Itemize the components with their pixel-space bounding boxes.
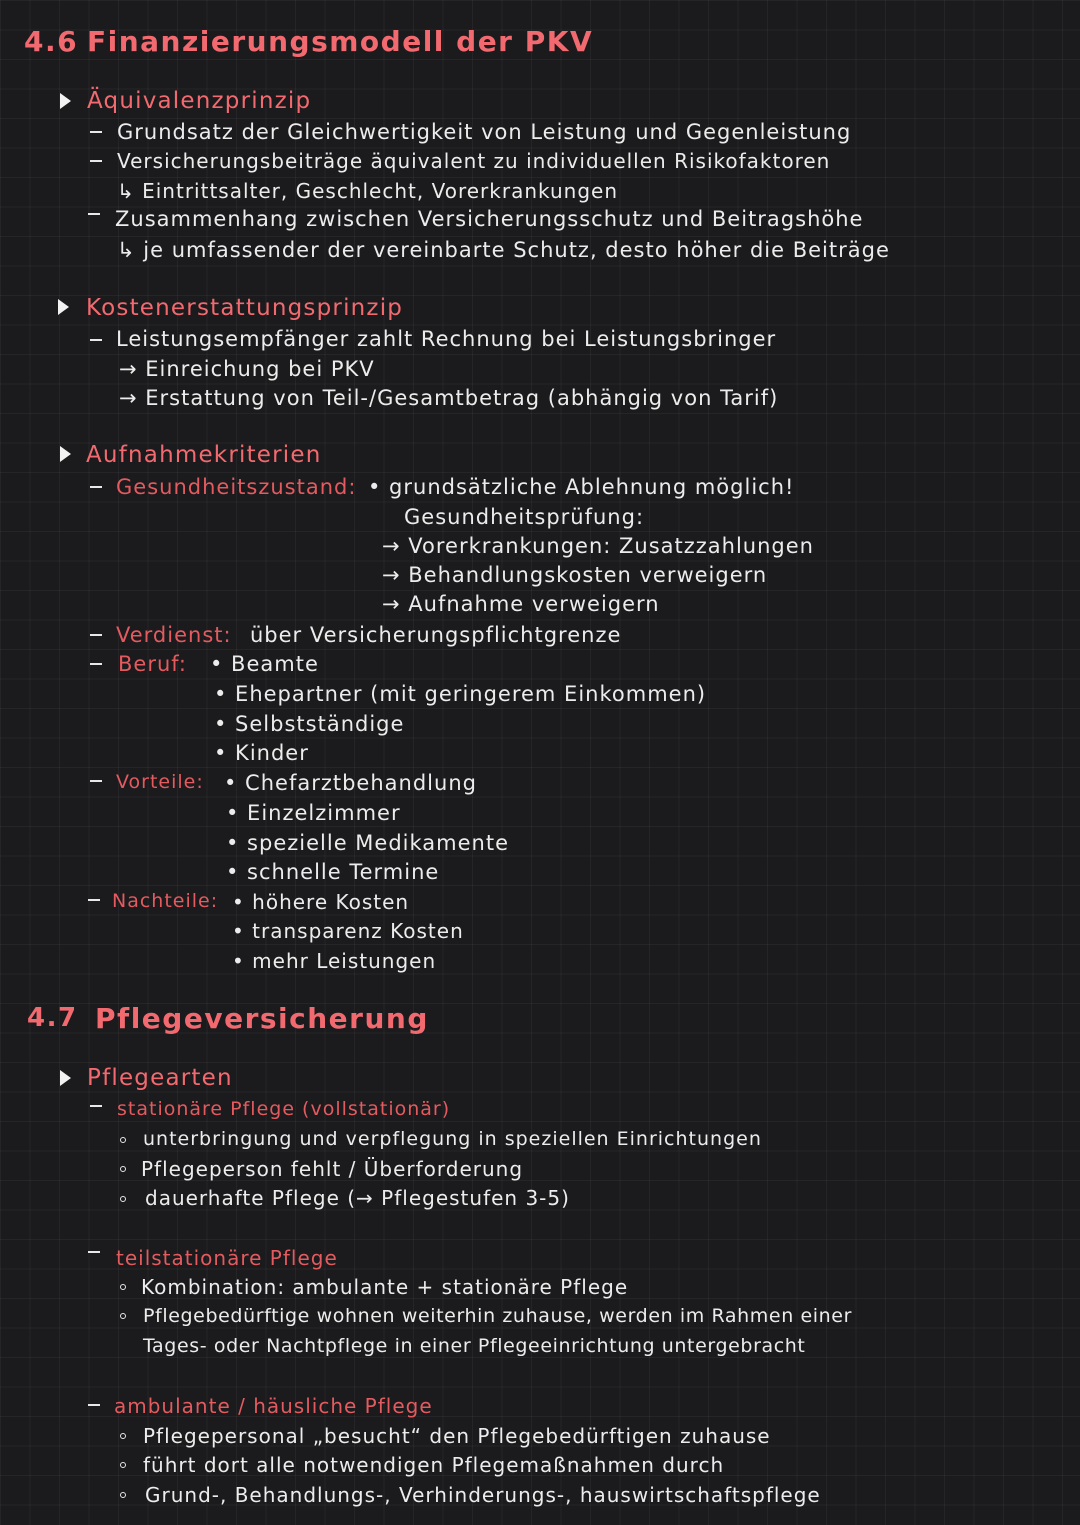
triangle-bullet-icon: [58, 299, 69, 315]
text-subline: → Einreichung bei PKV: [119, 357, 375, 381]
text-line: Versicherungsbeiträge äquivalent zu individuellen Risikofaktoren: [117, 149, 831, 173]
text-subline: → Erstattung von Teil-/Gesamtbetrag (abhängig von Tarif): [119, 386, 779, 410]
label-teilstationaere-pflege: teilstationäre Pflege: [116, 1246, 338, 1270]
triangle-bullet-icon: [60, 93, 71, 109]
list-item: Pflegeperson fehlt / Überforderung: [141, 1157, 524, 1181]
beruf-item: • Ehepartner (mit geringerem Einkommen): [214, 682, 707, 706]
circle-bullet-icon: [120, 1284, 126, 1290]
triangle-bullet-icon: [60, 446, 71, 462]
dash-icon: [90, 486, 102, 488]
vorteile-item: • Chefarztbehandlung: [224, 771, 477, 795]
arrow-item: → Behandlungskosten verweigern: [382, 563, 768, 587]
text-subline: ↳ Eintrittsalter, Geschlecht, Vorerkrankungen: [117, 179, 618, 203]
circle-bullet-icon: [120, 1137, 126, 1143]
circle-bullet-icon: [120, 1433, 126, 1439]
vorteile-item: • schnelle Termine: [226, 860, 440, 884]
text-subline: ↳ je umfassender der vereinbarte Schutz, desto höher die Beiträge: [117, 238, 890, 262]
beruf-item: • Beamte: [210, 652, 319, 676]
nachteile-item: • transparenz Kosten: [232, 919, 464, 943]
section-title: Pflegeversicherung: [95, 1002, 429, 1035]
section-number: 4.6: [24, 25, 79, 58]
label-verdienst: Verdienst:: [116, 623, 232, 647]
list-item: Grund-, Behandlungs-, Verhinderungs-, hauswirtschaftspflege: [145, 1483, 821, 1507]
circle-bullet-icon: [120, 1166, 126, 1172]
circle-bullet-icon: [120, 1492, 126, 1498]
text-line: • grundsätzliche Ablehnung möglich!: [368, 475, 795, 499]
heading-pflegearten: Pflegearten: [87, 1065, 233, 1091]
text-subline: Gesundheitsprüfung:: [404, 505, 645, 529]
dash-icon: [90, 160, 102, 162]
label-beruf: Beruf:: [118, 652, 187, 676]
list-item-continuation: Tages- oder Nachtpflege in einer Pflegeeinrichtung untergebracht: [143, 1335, 806, 1357]
label-ambulante-pflege: ambulante / häusliche Pflege: [114, 1394, 433, 1418]
label-stationaere-pflege: stationäre Pflege (vollstationär): [117, 1098, 451, 1120]
text-line: über Versicherungspflichtgrenze: [250, 623, 622, 647]
label-vorteile: Vorteile:: [116, 771, 204, 793]
dash-icon: [88, 899, 100, 901]
circle-bullet-icon: [120, 1462, 126, 1468]
dash-icon: [90, 1105, 102, 1107]
arrow-item: → Aufnahme verweigern: [382, 592, 660, 616]
list-item: unterbringung und verpflegung in speziellen Einrichtungen: [143, 1128, 762, 1150]
vorteile-item: • Einzelzimmer: [226, 801, 401, 825]
section-title: Finanzierungsmodell der PKV: [87, 25, 594, 58]
label-nachteile: Nachteile:: [112, 890, 219, 912]
nachteile-item: • höhere Kosten: [232, 890, 410, 914]
section-number: 4.7: [27, 1003, 78, 1033]
beruf-item: • Kinder: [214, 741, 309, 765]
text-line: Leistungsempfänger zahlt Rechnung bei Leistungsbringer: [116, 327, 777, 351]
dash-icon: [90, 780, 102, 782]
dash-icon: [88, 1251, 100, 1253]
dash-icon: [90, 663, 102, 665]
circle-bullet-icon: [120, 1196, 126, 1202]
heading-kostenerstattungsprinzip: Kostenerstattungsprinzip: [86, 295, 404, 321]
heading-aufnahmekriterien: Aufnahmekriterien: [86, 442, 322, 468]
list-item: Kombination: ambulante + stationäre Pflege: [141, 1275, 629, 1299]
dash-icon: [88, 213, 100, 215]
label-gesundheitszustand: Gesundheitszustand:: [116, 475, 357, 499]
vorteile-item: • spezielle Medikamente: [226, 831, 509, 855]
list-item: dauerhafte Pflege (→ Pflegestufen 3-5): [145, 1186, 570, 1210]
dash-icon: [90, 131, 102, 133]
beruf-item: • Selbstständige: [214, 712, 405, 736]
triangle-bullet-icon: [60, 1070, 71, 1086]
dash-icon: [90, 339, 102, 341]
list-item: Pflegepersonal „besucht“ den Pflegebedürftigen zuhause: [143, 1424, 771, 1448]
dash-icon: [90, 634, 102, 636]
list-item: Pflegebedürftige wohnen weiterhin zuhause, werden im Rahmen einer: [143, 1305, 852, 1327]
text-line: Grundsatz der Gleichwertigkeit von Leistung und Gegenleistung: [117, 120, 852, 144]
circle-bullet-icon: [120, 1313, 126, 1319]
dash-icon: [88, 1404, 100, 1406]
nachteile-item: • mehr Leistungen: [232, 949, 437, 973]
list-item: führt dort alle notwendigen Pflegemaßnahmen durch: [143, 1453, 725, 1477]
arrow-item: → Vorerkrankungen: Zusatzzahlungen: [382, 534, 814, 558]
text-line: Zusammenhang zwischen Versicherungsschutz und Beitragshöhe: [115, 207, 864, 231]
heading-aequivalenzprinzip: Äquivalenzprinzip: [87, 88, 312, 114]
